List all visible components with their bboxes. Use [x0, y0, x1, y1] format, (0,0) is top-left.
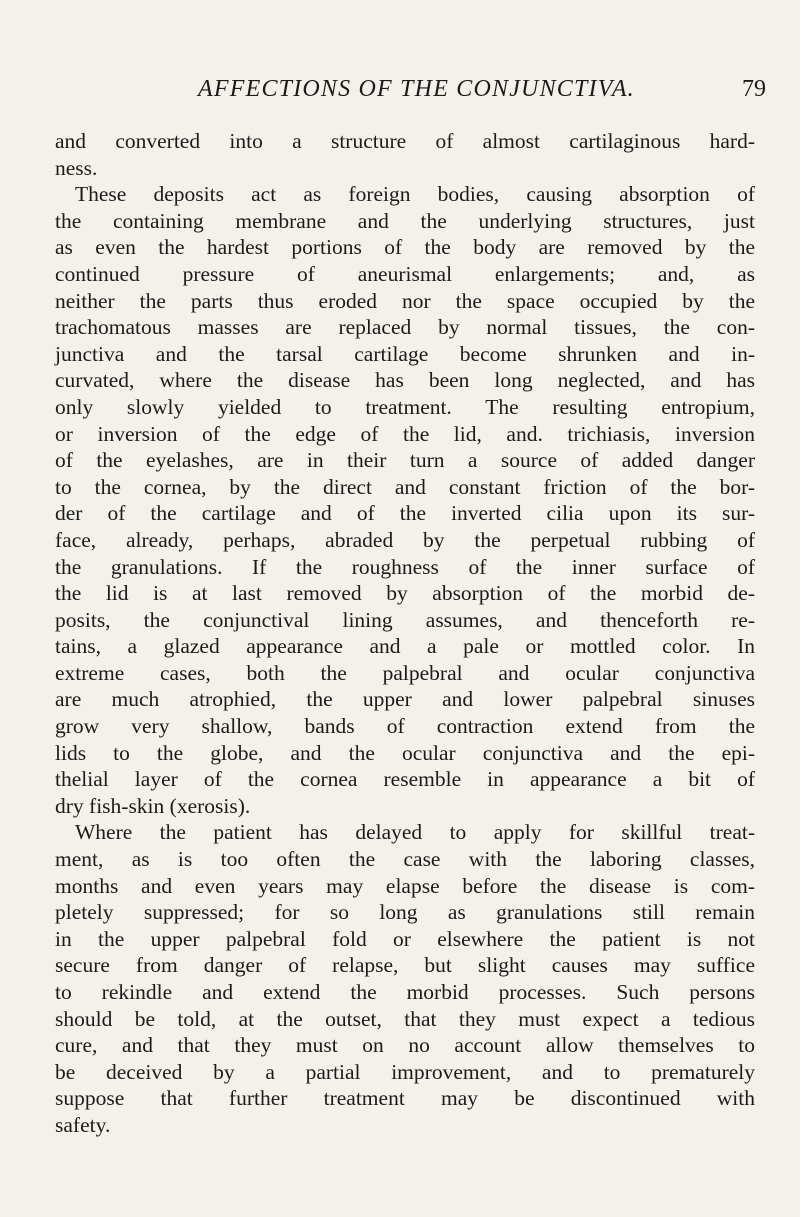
text-line: face, already, perhaps, abraded by the perpetual rubbing of — [55, 527, 755, 552]
text-line: lids to the globe, and the ocular conjunctiva and the epi- — [55, 740, 755, 765]
text-line: to the cornea, by the direct and constant friction of the bor- — [55, 474, 755, 499]
text-line: in the upper palpebral fold or elsewhere the patient is not — [55, 926, 755, 951]
text-line: months and even years may elapse before the disease is com- — [55, 873, 755, 898]
text-line: secure from danger of relapse, but slight causes may suffice — [55, 953, 755, 978]
text-line: as even the hardest portions of the body are removed by the — [55, 235, 755, 260]
text-line: to rekindle and extend the morbid processes. Such persons — [55, 980, 755, 1004]
text-line: dry fish-skin (xerosis). — [55, 793, 251, 818]
text-line: These deposits act as foreign bodies, causing absorption of — [75, 182, 755, 207]
text-line: should be told, at the outset, that they must expect a tedious — [55, 1006, 755, 1031]
text-line: are much atrophied, the upper and lower palpebral sinuses — [55, 687, 755, 712]
page-number: 79 — [742, 76, 766, 102]
text-line: only slowly yielded to treatment. The resulting entropium, — [55, 394, 755, 419]
text-line: the lid is at last removed by absorption of the morbid de- — [55, 581, 755, 606]
text-line: curvated, where the disease has been long neglected, and has — [55, 368, 755, 393]
text-line: thelial layer of the cornea resemble in appearance a bit of — [55, 767, 755, 792]
text-line: suppose that further treatment may be discontinued with — [55, 1086, 755, 1111]
text-line: Where the patient has delayed to apply for skillful treat- — [75, 820, 755, 845]
text-line: posits, the conjunctival lining assumes, and thenceforth re- — [55, 607, 755, 632]
page-header — [0, 76, 800, 106]
text-line: tains, a glazed appearance and a pale or mottled color. In — [55, 634, 755, 659]
text-line: the containing membrane and the underlying structures, just — [55, 208, 755, 233]
text-line: ness. — [55, 155, 98, 180]
text-line: grow very shallow, bands of contraction extend from the — [55, 714, 755, 739]
text-line: ment, as is too often the case with the laboring classes, — [55, 847, 755, 872]
text-line: continued pressure of aneurismal enlargements; and, as — [55, 261, 755, 286]
text-line: be deceived by a partial improvement, and to prematurely — [55, 1059, 755, 1084]
body-text — [55, 128, 755, 1139]
text-line: neither the parts thus eroded nor the space occupied by the — [55, 288, 755, 313]
text-line: and converted into a structure of almost cartilaginous hard- — [55, 129, 755, 153]
text-line: extreme cases, both the palpebral and ocular conjunctiva — [55, 660, 755, 685]
text-line: or inversion of the edge of the lid, and. trichiasis, inversion — [55, 421, 755, 446]
text-line: trachomatous masses are replaced by normal tissues, the con- — [55, 315, 755, 340]
text-line: safety. — [55, 1112, 111, 1137]
running-head: AFFECTIONS OF THE CONJUNCTIVA. — [198, 76, 635, 102]
text-line: of the eyelashes, are in their turn a source of added danger — [55, 448, 755, 473]
text-line: der of the cartilage and of the inverted cilia upon its sur- — [55, 501, 755, 526]
text-line: pletely suppressed; for so long as granulations still remain — [55, 900, 755, 925]
text-line: cure, and that they must on no account allow themselves to — [55, 1033, 755, 1058]
text-line: the granulations. If the roughness of the inner surface of — [55, 554, 755, 579]
text-line: junctiva and the tarsal cartilage become shrunken and in- — [55, 341, 755, 366]
